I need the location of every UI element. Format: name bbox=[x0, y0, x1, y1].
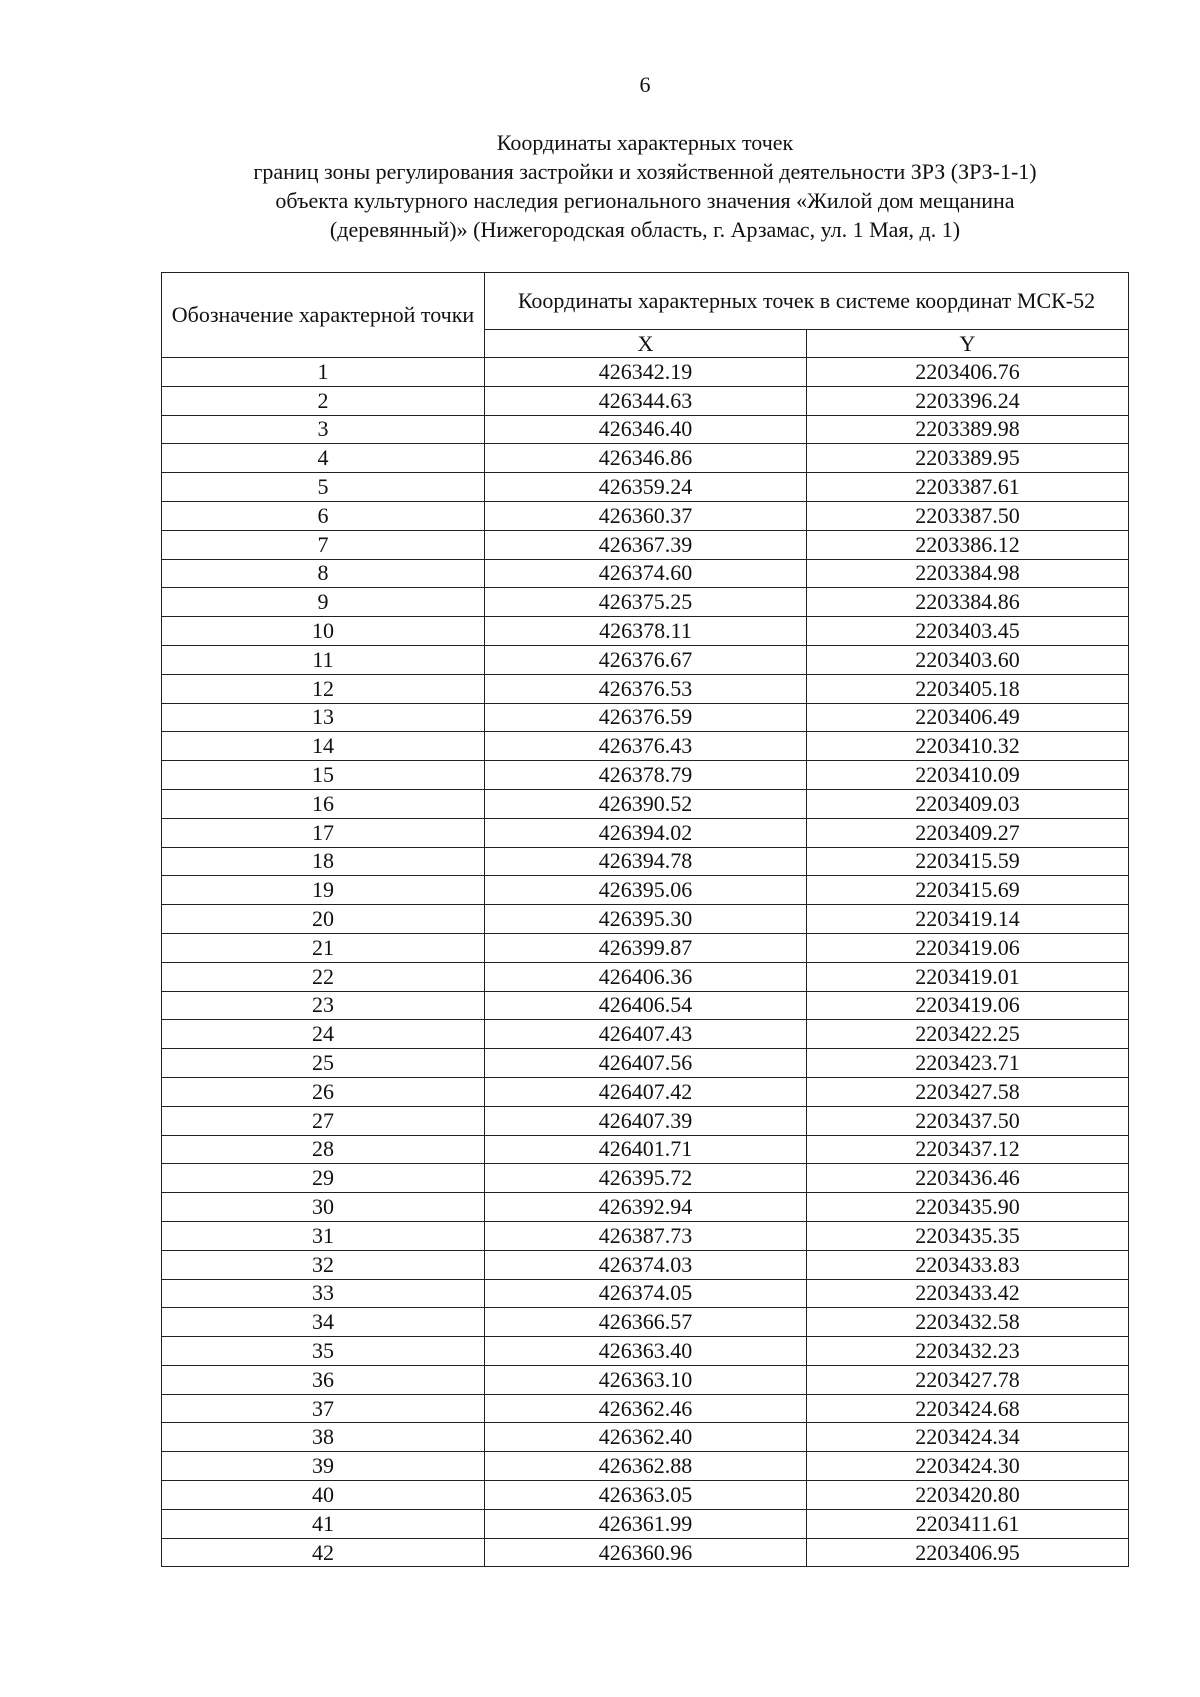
y-coordinate-cell: 2203384.98 bbox=[807, 559, 1129, 588]
point-number-cell: 7 bbox=[162, 530, 485, 559]
x-coordinate-cell: 426392.94 bbox=[485, 1193, 807, 1222]
point-number-cell: 9 bbox=[162, 588, 485, 617]
table-row bbox=[162, 473, 1129, 502]
coordinates-table bbox=[161, 272, 1129, 1567]
y-coordinate-cell: 2203427.78 bbox=[807, 1365, 1129, 1394]
x-coordinate-cell: 426395.06 bbox=[485, 876, 807, 905]
x-coordinate-cell: 426346.86 bbox=[485, 444, 807, 473]
y-coordinate-cell: 2203432.58 bbox=[807, 1308, 1129, 1337]
x-coordinate-cell: 426363.40 bbox=[485, 1337, 807, 1366]
table-row bbox=[162, 789, 1129, 818]
y-coordinate-cell: 2203396.24 bbox=[807, 386, 1129, 415]
y-coordinate-cell: 2203406.76 bbox=[807, 358, 1129, 387]
table-row bbox=[162, 1049, 1129, 1078]
point-number-cell: 32 bbox=[162, 1250, 485, 1279]
table-row bbox=[162, 588, 1129, 617]
point-number-cell: 15 bbox=[162, 761, 485, 790]
y-coordinate-cell: 2203387.61 bbox=[807, 473, 1129, 502]
point-number-cell: 5 bbox=[162, 473, 485, 502]
point-number-cell: 1 bbox=[162, 358, 485, 387]
table-row bbox=[162, 1077, 1129, 1106]
table-row bbox=[162, 1365, 1129, 1394]
point-number-cell: 35 bbox=[162, 1337, 485, 1366]
point-number-cell: 4 bbox=[162, 444, 485, 473]
y-coordinate-cell: 2203422.25 bbox=[807, 1020, 1129, 1049]
table-row bbox=[162, 1279, 1129, 1308]
table-row bbox=[162, 1481, 1129, 1510]
y-coordinate-cell: 2203419.06 bbox=[807, 933, 1129, 962]
table-row bbox=[162, 674, 1129, 703]
x-coordinate-cell: 426376.43 bbox=[485, 732, 807, 761]
x-coordinate-cell: 426346.40 bbox=[485, 415, 807, 444]
y-coordinate-cell: 2203424.68 bbox=[807, 1394, 1129, 1423]
x-coordinate-cell: 426387.73 bbox=[485, 1221, 807, 1250]
y-coordinate-cell: 2203435.35 bbox=[807, 1221, 1129, 1250]
point-number-cell: 31 bbox=[162, 1221, 485, 1250]
heading-line: Координаты характерных точек bbox=[496, 130, 794, 155]
x-coordinate-cell: 426361.99 bbox=[485, 1509, 807, 1538]
table-row bbox=[162, 933, 1129, 962]
table-row bbox=[162, 761, 1129, 790]
point-number-cell: 24 bbox=[162, 1020, 485, 1049]
x-coordinate-cell: 426406.54 bbox=[485, 991, 807, 1020]
x-coordinate-cell: 426407.43 bbox=[485, 1020, 807, 1049]
table-row bbox=[162, 1538, 1129, 1567]
y-coordinate-cell: 2203433.42 bbox=[807, 1279, 1129, 1308]
x-coordinate-cell: 426378.79 bbox=[485, 761, 807, 790]
y-coordinate-cell: 2203432.23 bbox=[807, 1337, 1129, 1366]
table-row bbox=[162, 501, 1129, 530]
point-number-cell: 40 bbox=[162, 1481, 485, 1510]
point-number-cell: 23 bbox=[162, 991, 485, 1020]
point-number-cell: 28 bbox=[162, 1135, 485, 1164]
x-coordinate-cell: 426342.19 bbox=[485, 358, 807, 387]
x-coordinate-cell: 426376.53 bbox=[485, 674, 807, 703]
table-row bbox=[162, 1509, 1129, 1538]
x-coordinate-cell: 426378.11 bbox=[485, 617, 807, 646]
table-row bbox=[162, 1308, 1129, 1337]
table-row bbox=[162, 876, 1129, 905]
y-coordinate-cell: 2203386.12 bbox=[807, 530, 1129, 559]
point-number-cell: 22 bbox=[162, 962, 485, 991]
point-number-cell: 8 bbox=[162, 559, 485, 588]
x-coordinate-cell: 426362.88 bbox=[485, 1452, 807, 1481]
table-row bbox=[162, 1337, 1129, 1366]
point-number-cell: 21 bbox=[162, 933, 485, 962]
table-row bbox=[162, 415, 1129, 444]
y-coordinate-cell: 2203410.09 bbox=[807, 761, 1129, 790]
point-number-cell: 16 bbox=[162, 789, 485, 818]
point-number-cell: 37 bbox=[162, 1394, 485, 1423]
point-number-cell: 3 bbox=[162, 415, 485, 444]
x-coordinate-cell: 426375.25 bbox=[485, 588, 807, 617]
point-number-cell: 2 bbox=[162, 386, 485, 415]
x-coordinate-cell: 426374.05 bbox=[485, 1279, 807, 1308]
x-coordinate-cell: 426395.30 bbox=[485, 905, 807, 934]
y-coordinate-cell: 2203433.83 bbox=[807, 1250, 1129, 1279]
point-number-cell: 29 bbox=[162, 1164, 485, 1193]
x-coordinate-cell: 426363.05 bbox=[485, 1481, 807, 1510]
x-coordinate-cell: 426395.72 bbox=[485, 1164, 807, 1193]
table-row bbox=[162, 386, 1129, 415]
x-coordinate-cell: 426394.78 bbox=[485, 847, 807, 876]
y-coordinate-cell: 2203415.69 bbox=[807, 876, 1129, 905]
document-heading bbox=[160, 128, 1130, 244]
table-row bbox=[162, 617, 1129, 646]
table-row bbox=[162, 1221, 1129, 1250]
y-coordinate-cell: 2203435.90 bbox=[807, 1193, 1129, 1222]
point-number-cell: 27 bbox=[162, 1106, 485, 1135]
x-coordinate-cell: 426406.36 bbox=[485, 962, 807, 991]
x-coordinate-cell: 426407.56 bbox=[485, 1049, 807, 1078]
y-coordinate-cell: 2203389.95 bbox=[807, 444, 1129, 473]
y-coordinate-cell: 2203409.03 bbox=[807, 789, 1129, 818]
table-row bbox=[162, 358, 1129, 387]
point-number-cell: 26 bbox=[162, 1077, 485, 1106]
table-row bbox=[162, 1164, 1129, 1193]
y-coordinate-cell: 2203415.59 bbox=[807, 847, 1129, 876]
point-number-cell: 14 bbox=[162, 732, 485, 761]
x-coordinate-cell: 426362.40 bbox=[485, 1423, 807, 1452]
table-row bbox=[162, 1020, 1129, 1049]
x-coordinate-cell: 426362.46 bbox=[485, 1394, 807, 1423]
y-coordinate-cell: 2203389.98 bbox=[807, 415, 1129, 444]
table-row bbox=[162, 1250, 1129, 1279]
page-number: 6 bbox=[639, 72, 651, 97]
y-coordinate-cell: 2203403.60 bbox=[807, 645, 1129, 674]
table-row bbox=[162, 645, 1129, 674]
point-number-cell: 12 bbox=[162, 674, 485, 703]
table-row bbox=[162, 905, 1129, 934]
header-coordinates: Координаты характерных точек в системе координат МСК-52 bbox=[485, 273, 1129, 330]
table-body bbox=[162, 358, 1129, 1567]
y-coordinate-cell: 2203409.27 bbox=[807, 818, 1129, 847]
table-row bbox=[162, 530, 1129, 559]
x-coordinate-cell: 426407.39 bbox=[485, 1106, 807, 1135]
x-coordinate-cell: 426376.59 bbox=[485, 703, 807, 732]
header-y: Y bbox=[807, 330, 1129, 358]
table-row bbox=[162, 444, 1129, 473]
y-coordinate-cell: 2203437.12 bbox=[807, 1135, 1129, 1164]
table-row bbox=[162, 1135, 1129, 1164]
point-number-cell: 41 bbox=[162, 1509, 485, 1538]
y-coordinate-cell: 2203384.86 bbox=[807, 588, 1129, 617]
y-coordinate-cell: 2203411.61 bbox=[807, 1509, 1129, 1538]
x-coordinate-cell: 426360.37 bbox=[485, 501, 807, 530]
point-number-cell: 17 bbox=[162, 818, 485, 847]
y-coordinate-cell: 2203424.30 bbox=[807, 1452, 1129, 1481]
y-coordinate-cell: 2203419.06 bbox=[807, 991, 1129, 1020]
point-number-cell: 36 bbox=[162, 1365, 485, 1394]
table-row bbox=[162, 559, 1129, 588]
x-coordinate-cell: 426344.63 bbox=[485, 386, 807, 415]
point-number-cell: 25 bbox=[162, 1049, 485, 1078]
x-coordinate-cell: 426374.60 bbox=[485, 559, 807, 588]
point-number-cell: 30 bbox=[162, 1193, 485, 1222]
header-x: X bbox=[485, 330, 807, 358]
y-coordinate-cell: 2203387.50 bbox=[807, 501, 1129, 530]
x-coordinate-cell: 426360.96 bbox=[485, 1538, 807, 1567]
header-point-designation: Обозначение характерной точки bbox=[162, 273, 485, 358]
table-row bbox=[162, 847, 1129, 876]
x-coordinate-cell: 426399.87 bbox=[485, 933, 807, 962]
x-coordinate-cell: 426401.71 bbox=[485, 1135, 807, 1164]
heading-line: границ зоны регулирования застройки и хозяйственной деятельности ЗРЗ (ЗРЗ-1-1) bbox=[253, 159, 1037, 184]
y-coordinate-cell: 2203436.46 bbox=[807, 1164, 1129, 1193]
x-coordinate-cell: 426359.24 bbox=[485, 473, 807, 502]
heading-line: объекта культурного наследия регионального значения «Жилой дом мещанина bbox=[275, 188, 1015, 213]
y-coordinate-cell: 2203419.01 bbox=[807, 962, 1129, 991]
point-number-cell: 13 bbox=[162, 703, 485, 732]
point-number-cell: 18 bbox=[162, 847, 485, 876]
y-coordinate-cell: 2203419.14 bbox=[807, 905, 1129, 934]
point-number-cell: 33 bbox=[162, 1279, 485, 1308]
y-coordinate-cell: 2203406.95 bbox=[807, 1538, 1129, 1567]
y-coordinate-cell: 2203405.18 bbox=[807, 674, 1129, 703]
y-coordinate-cell: 2203427.58 bbox=[807, 1077, 1129, 1106]
point-number-cell: 20 bbox=[162, 905, 485, 934]
y-coordinate-cell: 2203423.71 bbox=[807, 1049, 1129, 1078]
point-number-cell: 34 bbox=[162, 1308, 485, 1337]
y-coordinate-cell: 2203410.32 bbox=[807, 732, 1129, 761]
table-row bbox=[162, 703, 1129, 732]
y-coordinate-cell: 2203406.49 bbox=[807, 703, 1129, 732]
point-number-cell: 10 bbox=[162, 617, 485, 646]
x-coordinate-cell: 426376.67 bbox=[485, 645, 807, 674]
table-row bbox=[162, 1452, 1129, 1481]
table-row bbox=[162, 1106, 1129, 1135]
point-number-cell: 38 bbox=[162, 1423, 485, 1452]
table-row bbox=[162, 962, 1129, 991]
x-coordinate-cell: 426366.57 bbox=[485, 1308, 807, 1337]
table-row bbox=[162, 1423, 1129, 1452]
point-number-cell: 39 bbox=[162, 1452, 485, 1481]
x-coordinate-cell: 426394.02 bbox=[485, 818, 807, 847]
table-row bbox=[162, 1193, 1129, 1222]
table-row bbox=[162, 1394, 1129, 1423]
y-coordinate-cell: 2203424.34 bbox=[807, 1423, 1129, 1452]
point-number-cell: 6 bbox=[162, 501, 485, 530]
point-number-cell: 11 bbox=[162, 645, 485, 674]
x-coordinate-cell: 426363.10 bbox=[485, 1365, 807, 1394]
point-number-cell: 42 bbox=[162, 1538, 485, 1567]
table-row bbox=[162, 818, 1129, 847]
heading-line: (деревянный)» (Нижегородская область, г. Арзамас, ул. 1 Мая, д. 1) bbox=[329, 217, 961, 242]
table-row bbox=[162, 991, 1129, 1020]
x-coordinate-cell: 426390.52 bbox=[485, 789, 807, 818]
x-coordinate-cell: 426367.39 bbox=[485, 530, 807, 559]
x-coordinate-cell: 426374.03 bbox=[485, 1250, 807, 1279]
y-coordinate-cell: 2203437.50 bbox=[807, 1106, 1129, 1135]
table-row bbox=[162, 732, 1129, 761]
point-number-cell: 19 bbox=[162, 876, 485, 905]
y-coordinate-cell: 2203403.45 bbox=[807, 617, 1129, 646]
x-coordinate-cell: 426407.42 bbox=[485, 1077, 807, 1106]
y-coordinate-cell: 2203420.80 bbox=[807, 1481, 1129, 1510]
